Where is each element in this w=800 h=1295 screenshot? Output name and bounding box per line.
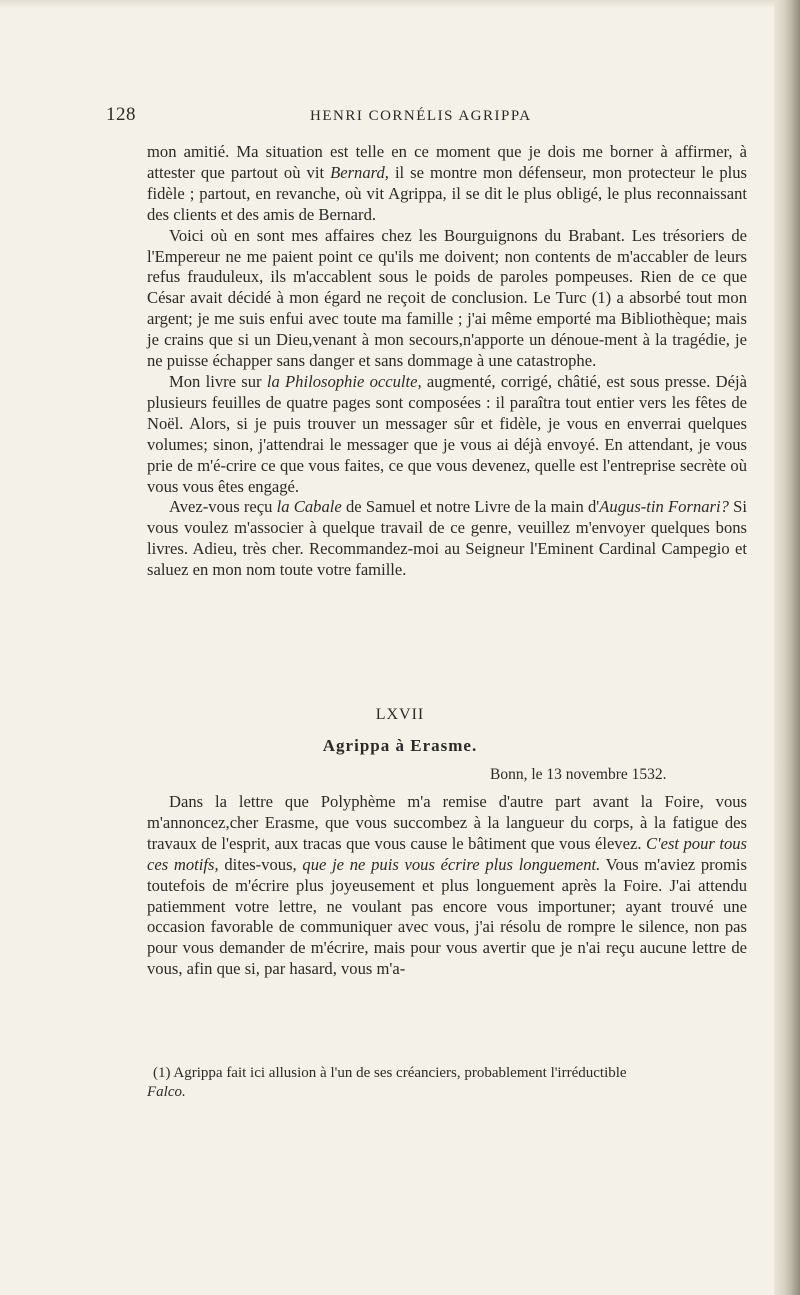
text-run: augmenté, corrigé, châtié, est sous presse. Déjà plusieurs feuilles de quatre pages sont composées : il paraîtra tout entier vers les fêtes de Noël. Alors, si je puis trouver un messager sûr et fidèle, je vous en enverrai quelques volumes; sinon, j'attendrai le messager que je vous ai déjà envoyé. En attendant, je vous prie de m'é-crire ce que vous faites, ce que vous devenez, quelle est l'entreprise secrète où vous vous êtes engagé. <box>147 371 747 496</box>
text-run: de Samuel et notre Livre de la main d' <box>341 497 600 517</box>
letter-body-continued <box>147 142 747 581</box>
paragraph <box>147 792 747 980</box>
italic-text: Bernard, <box>330 162 389 182</box>
letter-body <box>147 792 747 980</box>
italic-text: la Philosophie occulte, <box>266 371 422 391</box>
page-number: 128 <box>106 104 136 125</box>
text-run: Vous m'aviez promis toutefois de m'écrire plus joyeusement et plus longuement après la Foire. J'ai attendu patiemment votre lettre, ne voulant pas encore vous importuner; ayant trouvé une occasion favorable de communiquer avec vous, j'ai résolu de rompre le silence, non pas pour vous demander de m'écrire, mais pour vous avertir que je n'ai reçu aucune lettre de vous, afin que si, par hasard, vous m'a- <box>147 854 747 979</box>
paragraph: Voici où en sont mes affaires chez les Bourguignons du Brabant. Les trésoriers de l'Empereur ne me paient point ce qu'ils me doivent; non contents de m'accabler de leurs refus frauduleux, ils m'accablent sous le poids de paroles pompeuses. Rien de ce que César avait décidé à mon égard ne reçoit de conclusion. Le Turc (1) a absorbé tout mon argent; je me suis enfui avec toute ma famille ; j'ai même emporté ma Bibliothèque; mais je crains que si un Dieu,venant à mon secours,n'apporte un dénoue-ment à la tragédie, je ne puisse échapper sans danger et sans dommage à une catastrophe. <box>147 225 747 371</box>
italic-text: Augus-tin Fornari? <box>599 497 729 517</box>
text-run: Avez-vous reçu <box>169 497 277 517</box>
footnote-name: Falco. <box>147 1084 186 1100</box>
text-run: Mon livre sur <box>169 371 267 391</box>
page-edge-shadow <box>774 0 800 1295</box>
paragraph <box>147 497 747 581</box>
page-header <box>0 104 800 134</box>
text-run: Dans la lettre que Polyphème m'a remise d'autre part avant la Foire, vous m'annoncez,cher Erasme, que vous succombez à la langueur du corps, à la fatigue des travaux de l'esprit, aux tracas que vous cause le bâtiment que vous élevez. <box>147 792 747 853</box>
paragraph <box>147 372 747 497</box>
footnote <box>147 1064 747 1102</box>
italic-text: la Cabale <box>276 497 342 517</box>
text-run: mon amitié. Ma situation est telle en ce moment que je dois me borner à affirmer, à attester que partout où vit <box>147 142 747 182</box>
text-run: il se montre mon défenseur, mon protecteur le plus fidèle ; partout, en revanche, où vit Agrippa, il se dit le plus obligé, le plus reconnaissant des clients et des amis de Bernard. <box>147 162 747 224</box>
footnote-text: (1) Agrippa fait ici allusion à l'un de ses créanciers, probablement l'irréductible <box>153 1065 627 1081</box>
text-run: Si vous voulez m'associer à quelque travail de ce genre, veuillez m'envoyer quelques bons livres. Adieu, très cher. Recommandez-moi au Seigneur l'Eminent Cardinal Campegio et saluez en mon nom toute votre famille. <box>147 497 747 580</box>
letter-date: Bonn, le 13 novembre 1532. <box>490 766 667 783</box>
italic-text: que je ne puis vous écrire plus longuement. <box>302 854 601 874</box>
letter-number: LXVII <box>375 706 425 723</box>
letter-title: Agrippa à Erasme. <box>322 736 478 755</box>
text-run: dites-vous, <box>218 854 303 874</box>
page-top-shadow <box>0 0 800 8</box>
running-head: HENRI CORNÉLIS AGRIPPA <box>310 108 532 124</box>
italic-text: C'est pour tous ces motifs, <box>147 833 747 874</box>
paragraph <box>147 142 747 226</box>
